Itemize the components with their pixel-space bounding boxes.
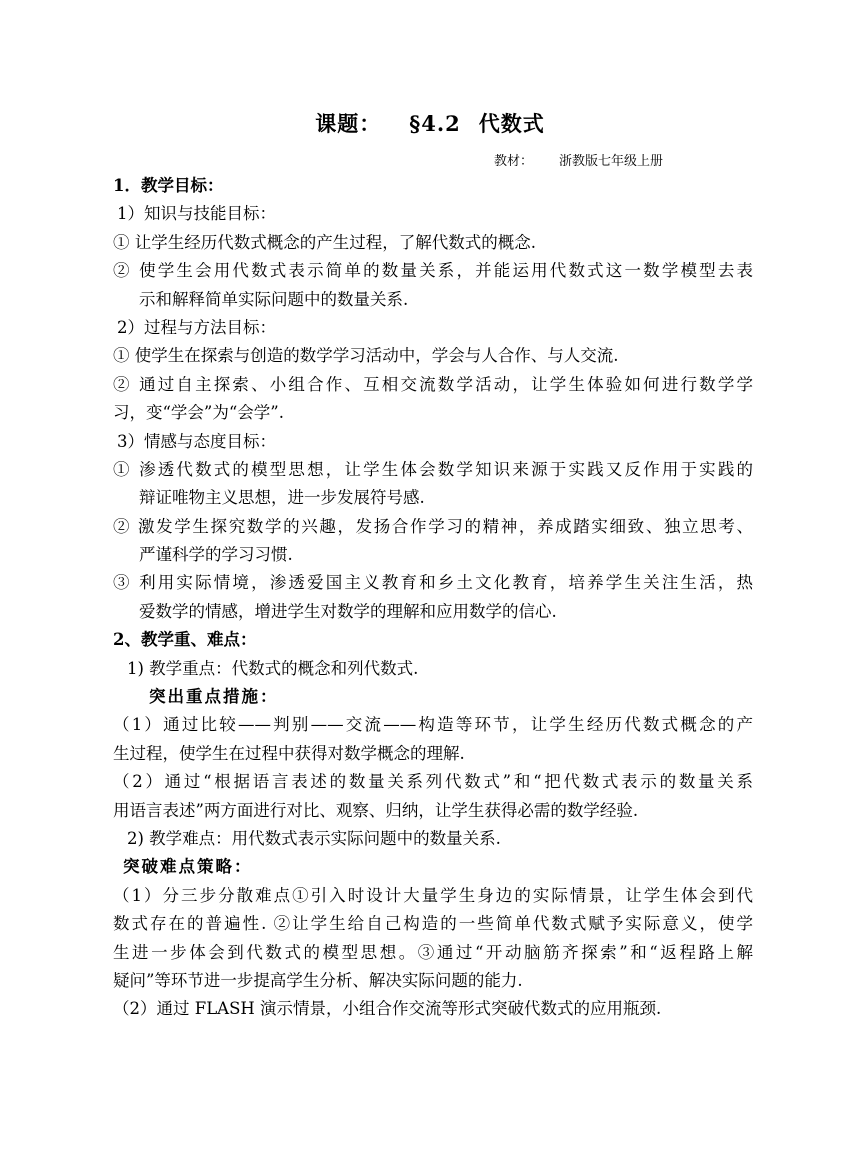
paragraph-line: 习，变“学会”为“会学”. [113,403,284,423]
document-body [113,172,753,1024]
paragraph-line: （2）通过“根据语言表述的数量关系列代数式”和“把代数式表示的数量关系 [113,772,753,792]
paragraph-line: 生进一步体会到代数式的模型思想。③通过“开动脑筋齐探索”和“返程路上解 [113,942,753,962]
paragraph-line: 1) 教学重点：代数式的概念和列代数式. [127,658,419,678]
page-title [0,108,860,138]
subheading-key-measures: 突出重点措施： [149,687,279,707]
paragraph-line: ② 使学生会用代数式表示简单的数量关系，并能运用代数式这一数学模型去表 [113,261,753,281]
paragraph-line: ② 激发学生探究数学的兴趣，发扬合作学习的精神，养成踏实细致、独立思考、 [113,516,753,536]
subheading-difficulty-strategy: 突破难点策略： [123,857,253,877]
paragraph-line: 辩证唯物主义思想，进一步发展符号感. [139,488,425,508]
paragraph-line: 疑问”等环节进一步提高学生分析、解决实际问题的能力. [113,970,523,990]
paragraph-line: ③ 利用实际情境，渗透爱国主义教育和乡土文化教育，培养学生关注生活，热 [113,573,753,593]
subheading-process-method: 2）过程与方法目标： [117,317,276,337]
paragraph-line: 用语言表述”两方面进行对比、观察、归纳，让学生获得必需的数学经验. [113,800,639,820]
paragraph-line: 生过程，使学生在过程中获得对数学概念的理解. [113,743,465,763]
title-section: §4.2 [409,111,461,136]
paragraph-line: 示和解释简单实际问题中的数量关系. [139,289,409,309]
title-topic: 代数式 [478,111,545,136]
paragraph-line: ① 渗透代数式的模型思想，让学生体会数学知识来源于实践又反作用于实践的 [113,459,753,479]
section-heading-objectives: 1．教学目标： [113,176,224,195]
material-value: 浙教版七年级上册 [559,154,664,169]
subheading-knowledge-skills: 1）知识与技能目标： [117,204,276,224]
paragraph-line: 数式存在的普遍性. ②让学生给自己构造的一些简单代数式赋予实际意义，使学 [113,914,753,934]
paragraph-line: （1）分三步分散难点①引入时设计大量学生身边的实际情景，让学生体会到代 [113,885,753,905]
material-info [494,150,663,169]
paragraph-line: 爱数学的情感，增进学生对数学的理解和应用数学的信心. [139,601,557,621]
paragraph-line: ① 使学生在探索与创造的数学学习活动中，学会与人合作、与人交流. [113,346,619,366]
subheading-emotion-attitude: 3）情感与态度目标： [117,431,276,451]
paragraph-line: ② 通过自主探索、小组合作、互相交流数学活动，让学生体验如何进行数学学 [113,374,753,394]
paragraph-line: 2) 教学难点：用代数式表示实际问题中的数量关系. [127,828,501,848]
paragraph-line: （2）通过 FLASH 演示情景，小组合作交流等形式突破代数式的应用瓶颈. [113,999,662,1019]
material-label: 教材： [494,154,534,169]
paragraph-line: ① 让学生经历代数式概念的产生过程，了解代数式的概念. [113,232,536,252]
paragraph-line: （1）通过比较——判别——交流——构造等环节，让学生经历代数式概念的产 [113,715,753,735]
section-heading-key-points: 2、教学重、难点： [113,630,257,650]
paragraph-line: 严谨科学的学习习惯. [139,545,293,565]
title-prefix: 课题： [315,111,382,136]
